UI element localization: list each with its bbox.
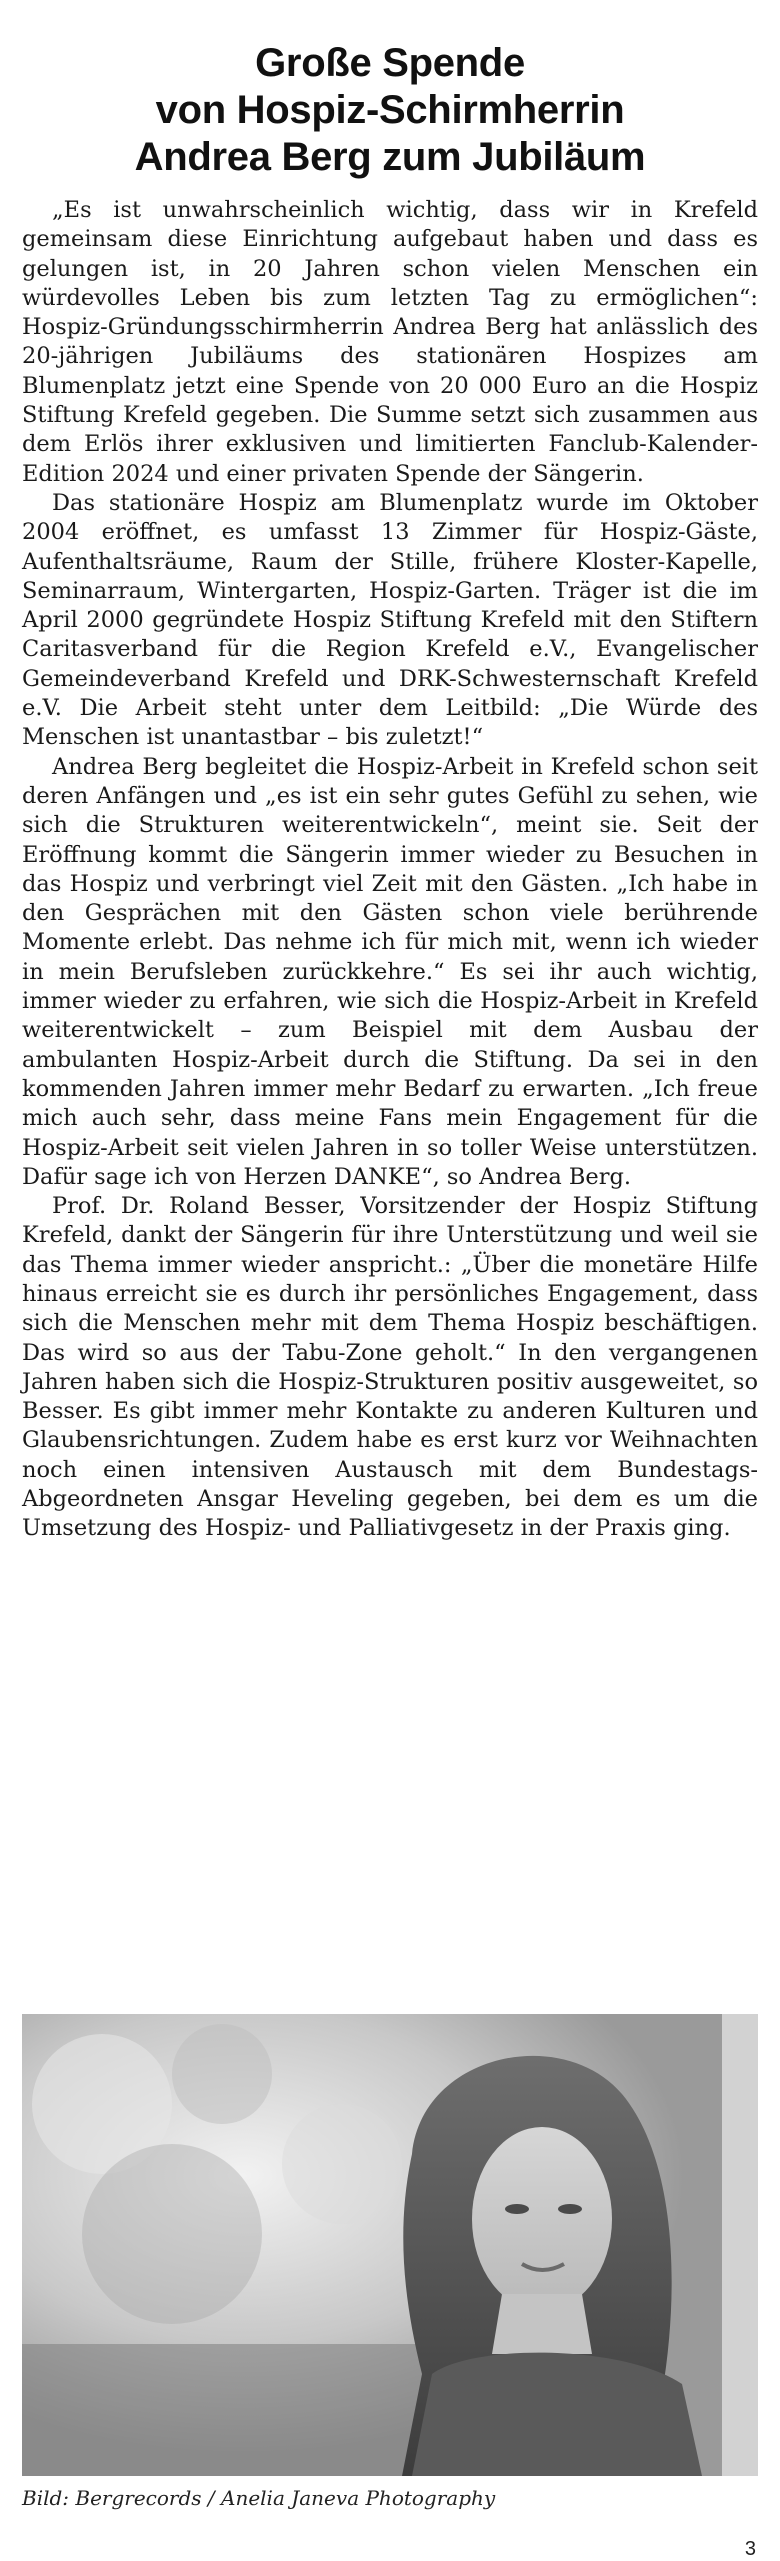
page-number: 3: [744, 2538, 756, 2560]
portrait-photo: [22, 2014, 758, 2476]
paragraph: Das stationäre Hospiz am Blumenplatz wurde im Oktober 2004 eröffnet, es umfasst 13 Zimmer für Hospiz-Gäste, Aufenthaltsräume, Raum der Stille, frühere Kloster-Kapelle, Seminarraum, Wintergarten, Hospiz-Garten. Träger ist die im April 2000 gegründete Hospiz Stiftung Krefeld mit den Stiftern Caritasverband für die Region Krefeld e.V., Evangelischer Gemeindeverband Krefeld und DRK-Schwesternschaft Krefeld e.V. Die Arbeit steht unter dem Leitbild: „Die Würde des Menschen ist unantastbar – bis zuletzt!“: [22, 489, 758, 751]
title-line-3: Andrea Berg zum Jubiläum: [134, 135, 646, 179]
photo-caption: Bild: Bergrecords / Anelia Janeva Photography: [22, 2486, 496, 2510]
paragraph: „Es ist unwahrscheinlich wichtig, dass wir in Krefeld gemeinsam diese Einrichtung aufgebaut haben und dass es gelungen ist, in 20 Jahren schon vielen Menschen ein würdevolles Leben bis zum letzten Tag zu ermöglichen“: Hospiz-Gründungsschirmherrin Andrea Berg hat anlässlich des 20-jährigen Jubiläums des stationären Hospizes am Blumenplatz jetzt eine Spende von 20 000 Euro an die Hospiz Stiftung Krefeld gegeben. Die Summe setzt sich zusammen aus dem Erlös ihrer exklusiven und limitierten Fanclub-Kalender-Edition 2024 und einer privaten Spende der Sängerin.: [22, 197, 758, 487]
article-title: [20, 40, 760, 181]
title-line-1: Große Spende: [255, 41, 525, 85]
paragraph: Andrea Berg begleitet die Hospiz-Arbeit in Krefeld schon seit deren Anfängen und „es ist ein sehr gutes Gefühl zu sehen, wie sich die Strukturen weiterentwickeln“, meint sie. Seit der Eröffnung kommt die Sängerin immer wieder zu Besuchen in das Hospiz und verbringt viel Zeit mit den Gästen. „Ich habe in den Gesprächen mit den Gästen schon viele berührende Momente erlebt. Das nehme ich für mich mit, wenn ich wieder in mein Berufsleben zurückkehre.“ Es sei ihr auch wichtig, immer wieder zu erfahren, wie sich die Hospiz-Arbeit in Krefeld weiterentwickelt – zum Beispiel mit dem Ausbau der ambulanten Hospiz-Arbeit durch die Stiftung. Da sei in den kommenden Jahren immer mehr Bedarf zu erwarten. „Ich freue mich auch sehr, dass meine Fans mein Engagement für die Hospiz-Arbeit seit vielen Jahren in so toller Weise unterstützen. Dafür sage ich von Herzen DANKE“, so Andrea Berg.: [22, 753, 758, 1190]
paragraph: Prof. Dr. Roland Besser, Vorsitzender der Hospiz Stiftung Krefeld, dankt der Sängerin für ihre Unterstützung und weil sie das Thema immer wieder anspricht.: „Über die monetäre Hilfe hinaus erreicht sie es durch ihr persönliches Engagement, dass sich die Menschen mehr mit dem Thema Hospiz beschäftigen. Das wird so aus der Tabu-Zone geholt.“ In den vergangenen Jahren haben sich die Hospiz-Strukturen positiv ausgeweitet, so Besser. Es gibt immer mehr Kontakte zu anderen Kulturen und Glaubensrichtungen. Zudem habe es erst kurz vor Weihnachten noch einen intensiven Austausch mit dem Bundestags-Abgeordneten Ansgar Heveling gegeben, bei dem es um die Umsetzung des Hospiz- und Palliativgesetz in der Praxis ging.: [22, 1193, 758, 1542]
portrait-illustration: [22, 2014, 758, 2476]
article-body: [22, 196, 758, 1544]
title-line-2: von Hospiz-Schirmherrin: [155, 88, 625, 132]
